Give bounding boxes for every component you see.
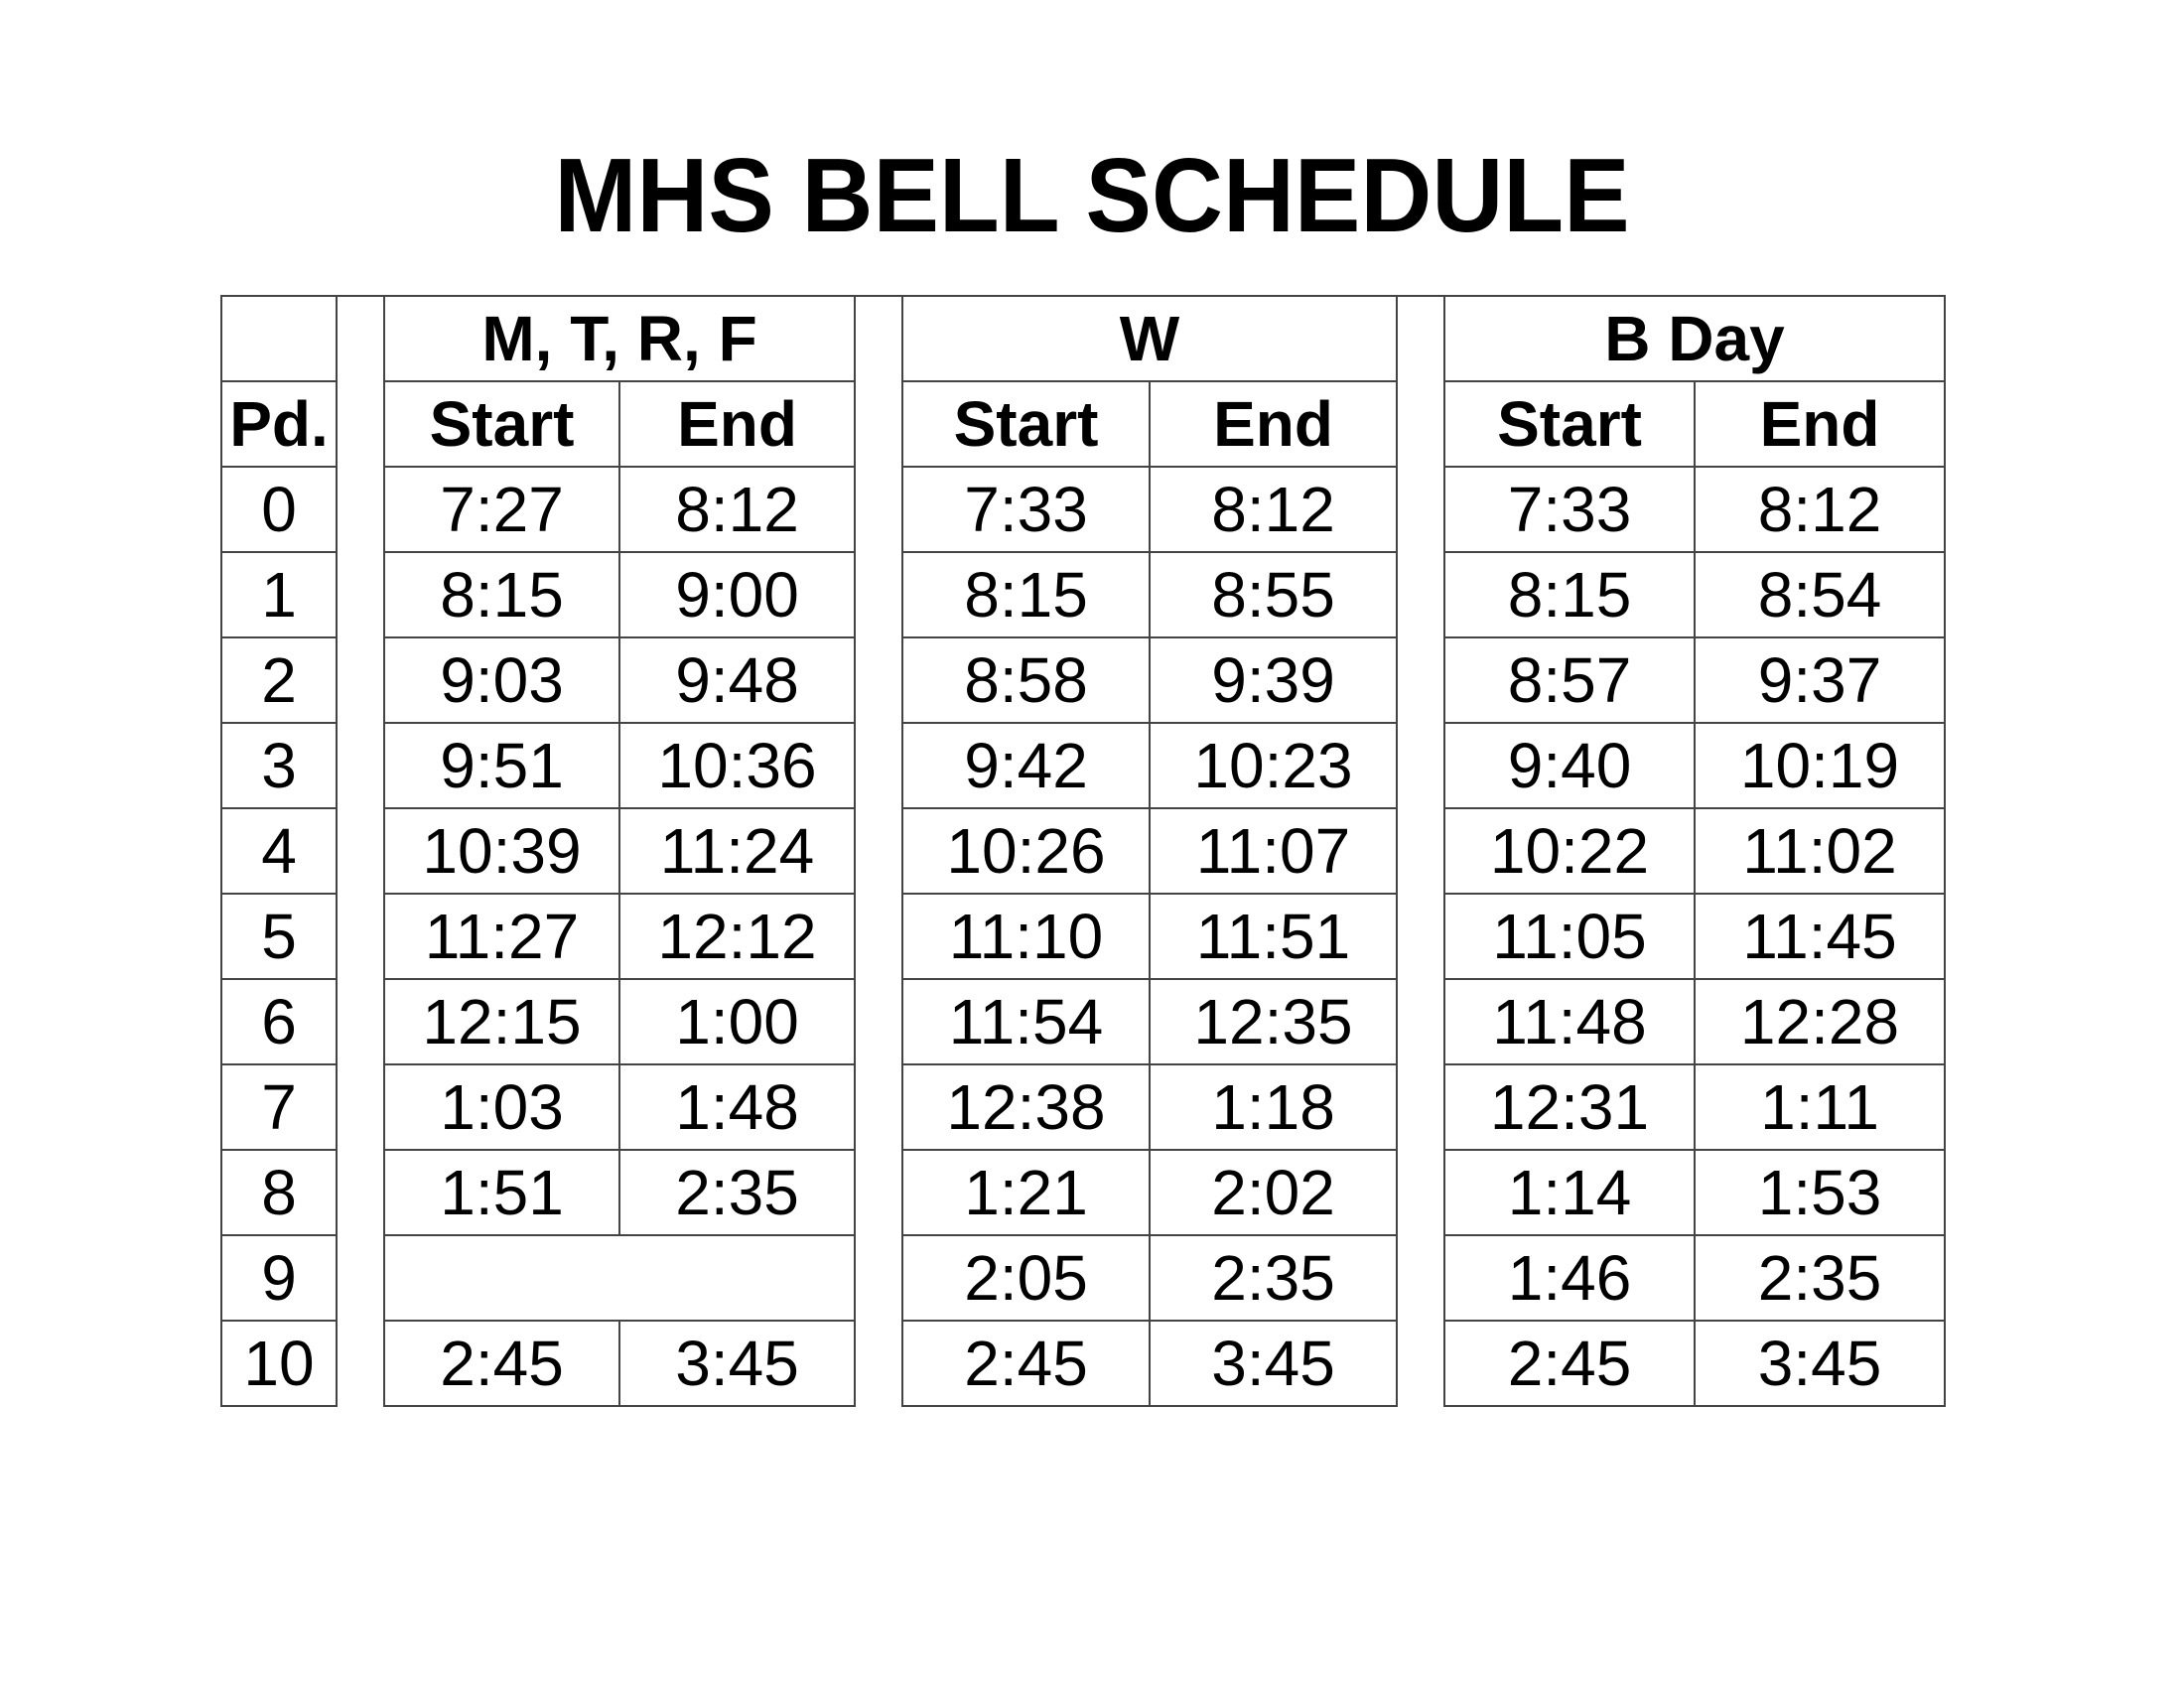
period-cell: 6: [221, 979, 337, 1064]
w-end-cell: 2:02: [1150, 1150, 1397, 1235]
w-end-cell: 11:51: [1150, 894, 1397, 979]
mtrf-start-cell: 8:15: [384, 552, 619, 637]
mtrf-end-cell: 9:00: [619, 552, 855, 637]
table-row: [221, 1321, 1945, 1406]
bday-start-cell: 8:15: [1444, 552, 1695, 637]
w-start-cell: 10:26: [902, 808, 1150, 894]
w-end-cell: 10:23: [1150, 723, 1397, 808]
group-header-row: [221, 296, 1945, 381]
w-end-cell: 3:45: [1150, 1321, 1397, 1406]
mtrf-start-header: Start: [384, 381, 619, 467]
column-spacer: [1397, 296, 1444, 1406]
mtrf-end-cell: 12:12: [619, 894, 855, 979]
bday-start-cell: 12:31: [1444, 1064, 1695, 1150]
mtrf-end-cell: 9:48: [619, 637, 855, 723]
w-end-cell: 1:18: [1150, 1064, 1397, 1150]
table-row: [221, 979, 1945, 1064]
w-start-cell: 12:38: [902, 1064, 1150, 1150]
w-start-cell: 11:54: [902, 979, 1150, 1064]
mtrf-end-cell: 1:00: [619, 979, 855, 1064]
column-spacer: [855, 296, 902, 1406]
period-cell: 8: [221, 1150, 337, 1235]
table-row: [221, 1150, 1945, 1235]
mtrf-start-cell: 12:15: [384, 979, 619, 1064]
bday-start-cell: 9:40: [1444, 723, 1695, 808]
w-end-cell: 2:35: [1150, 1235, 1397, 1321]
bday-end-cell: 10:19: [1695, 723, 1945, 808]
column-spacer: [337, 296, 384, 1406]
bday-end-cell: 8:12: [1695, 467, 1945, 552]
w-start-cell: 7:33: [902, 467, 1150, 552]
period-header: Pd.: [221, 381, 337, 467]
period-cell: 1: [221, 552, 337, 637]
period-cell: 7: [221, 1064, 337, 1150]
bday-end-cell: 12:28: [1695, 979, 1945, 1064]
page-title: MHS BELL SCHEDULE: [554, 137, 1630, 254]
period-cell: 0: [221, 467, 337, 552]
table-row: [221, 1235, 1945, 1321]
w-start-cell: 9:42: [902, 723, 1150, 808]
w-start-cell: 1:21: [902, 1150, 1150, 1235]
bday-end-cell: 3:45: [1695, 1321, 1945, 1406]
w-end-cell: 12:35: [1150, 979, 1397, 1064]
bday-start-cell: 1:14: [1444, 1150, 1695, 1235]
w-start-cell: 8:15: [902, 552, 1150, 637]
mtrf-end-cell: 10:36: [619, 723, 855, 808]
bell-schedule-table: [220, 295, 1946, 1407]
w-end-cell: 9:39: [1150, 637, 1397, 723]
corner-cell: [221, 296, 337, 381]
mtrf-end-cell: 3:45: [619, 1321, 855, 1406]
table-row: [221, 467, 1945, 552]
bday-end-header: End: [1695, 381, 1945, 467]
column-header-row: [221, 381, 1945, 467]
w-end-cell: 8:55: [1150, 552, 1397, 637]
mtrf-start-cell: 2:45: [384, 1321, 619, 1406]
bday-start-cell: 1:46: [1444, 1235, 1695, 1321]
w-end-cell: 11:07: [1150, 808, 1397, 894]
bday-start-cell: 11:48: [1444, 979, 1695, 1064]
period-cell: 5: [221, 894, 337, 979]
bday-end-cell: 11:02: [1695, 808, 1945, 894]
bday-start-cell: 2:45: [1444, 1321, 1695, 1406]
mtrf-end-cell: 2:35: [619, 1150, 855, 1235]
mtrf-start-cell: 10:39: [384, 808, 619, 894]
w-end-header: End: [1150, 381, 1397, 467]
table-row: [221, 552, 1945, 637]
table-row: [221, 808, 1945, 894]
mtrf-end-cell: 1:48: [619, 1064, 855, 1150]
bday-start-cell: 8:57: [1444, 637, 1695, 723]
bday-end-cell: 1:11: [1695, 1064, 1945, 1150]
w-start-cell: 8:58: [902, 637, 1150, 723]
mtrf-start-cell: 11:27: [384, 894, 619, 979]
mtrf-end-cell: 11:24: [619, 808, 855, 894]
period-cell: 9: [221, 1235, 337, 1321]
mtrf-start-cell: 1:51: [384, 1150, 619, 1235]
bday-start-cell: 10:22: [1444, 808, 1695, 894]
mtrf-end-cell: 8:12: [619, 467, 855, 552]
mtrf-start-cell: 9:51: [384, 723, 619, 808]
group-header-mtrf: M, T, R, F: [384, 296, 855, 381]
mtrf-start-cell: 7:27: [384, 467, 619, 552]
w-start-header: Start: [902, 381, 1150, 467]
table-row: [221, 894, 1945, 979]
period-cell: 2: [221, 637, 337, 723]
table-row: [221, 723, 1945, 808]
mtrf-empty-cell: [384, 1235, 855, 1321]
w-start-cell: 2:45: [902, 1321, 1150, 1406]
mtrf-start-cell: 1:03: [384, 1064, 619, 1150]
mtrf-start-cell: 9:03: [384, 637, 619, 723]
period-cell: 4: [221, 808, 337, 894]
bday-start-header: Start: [1444, 381, 1695, 467]
period-cell: 10: [221, 1321, 337, 1406]
period-cell: 3: [221, 723, 337, 808]
mtrf-end-header: End: [619, 381, 855, 467]
w-start-cell: 11:10: [902, 894, 1150, 979]
table-row: [221, 1064, 1945, 1150]
w-end-cell: 8:12: [1150, 467, 1397, 552]
group-header-bday: B Day: [1444, 296, 1945, 381]
table-row: [221, 637, 1945, 723]
bday-end-cell: 8:54: [1695, 552, 1945, 637]
bday-end-cell: 1:53: [1695, 1150, 1945, 1235]
group-header-w: W: [902, 296, 1397, 381]
w-start-cell: 2:05: [902, 1235, 1150, 1321]
bday-end-cell: 9:37: [1695, 637, 1945, 723]
bday-start-cell: 11:05: [1444, 894, 1695, 979]
bday-end-cell: 2:35: [1695, 1235, 1945, 1321]
bday-start-cell: 7:33: [1444, 467, 1695, 552]
bday-end-cell: 11:45: [1695, 894, 1945, 979]
